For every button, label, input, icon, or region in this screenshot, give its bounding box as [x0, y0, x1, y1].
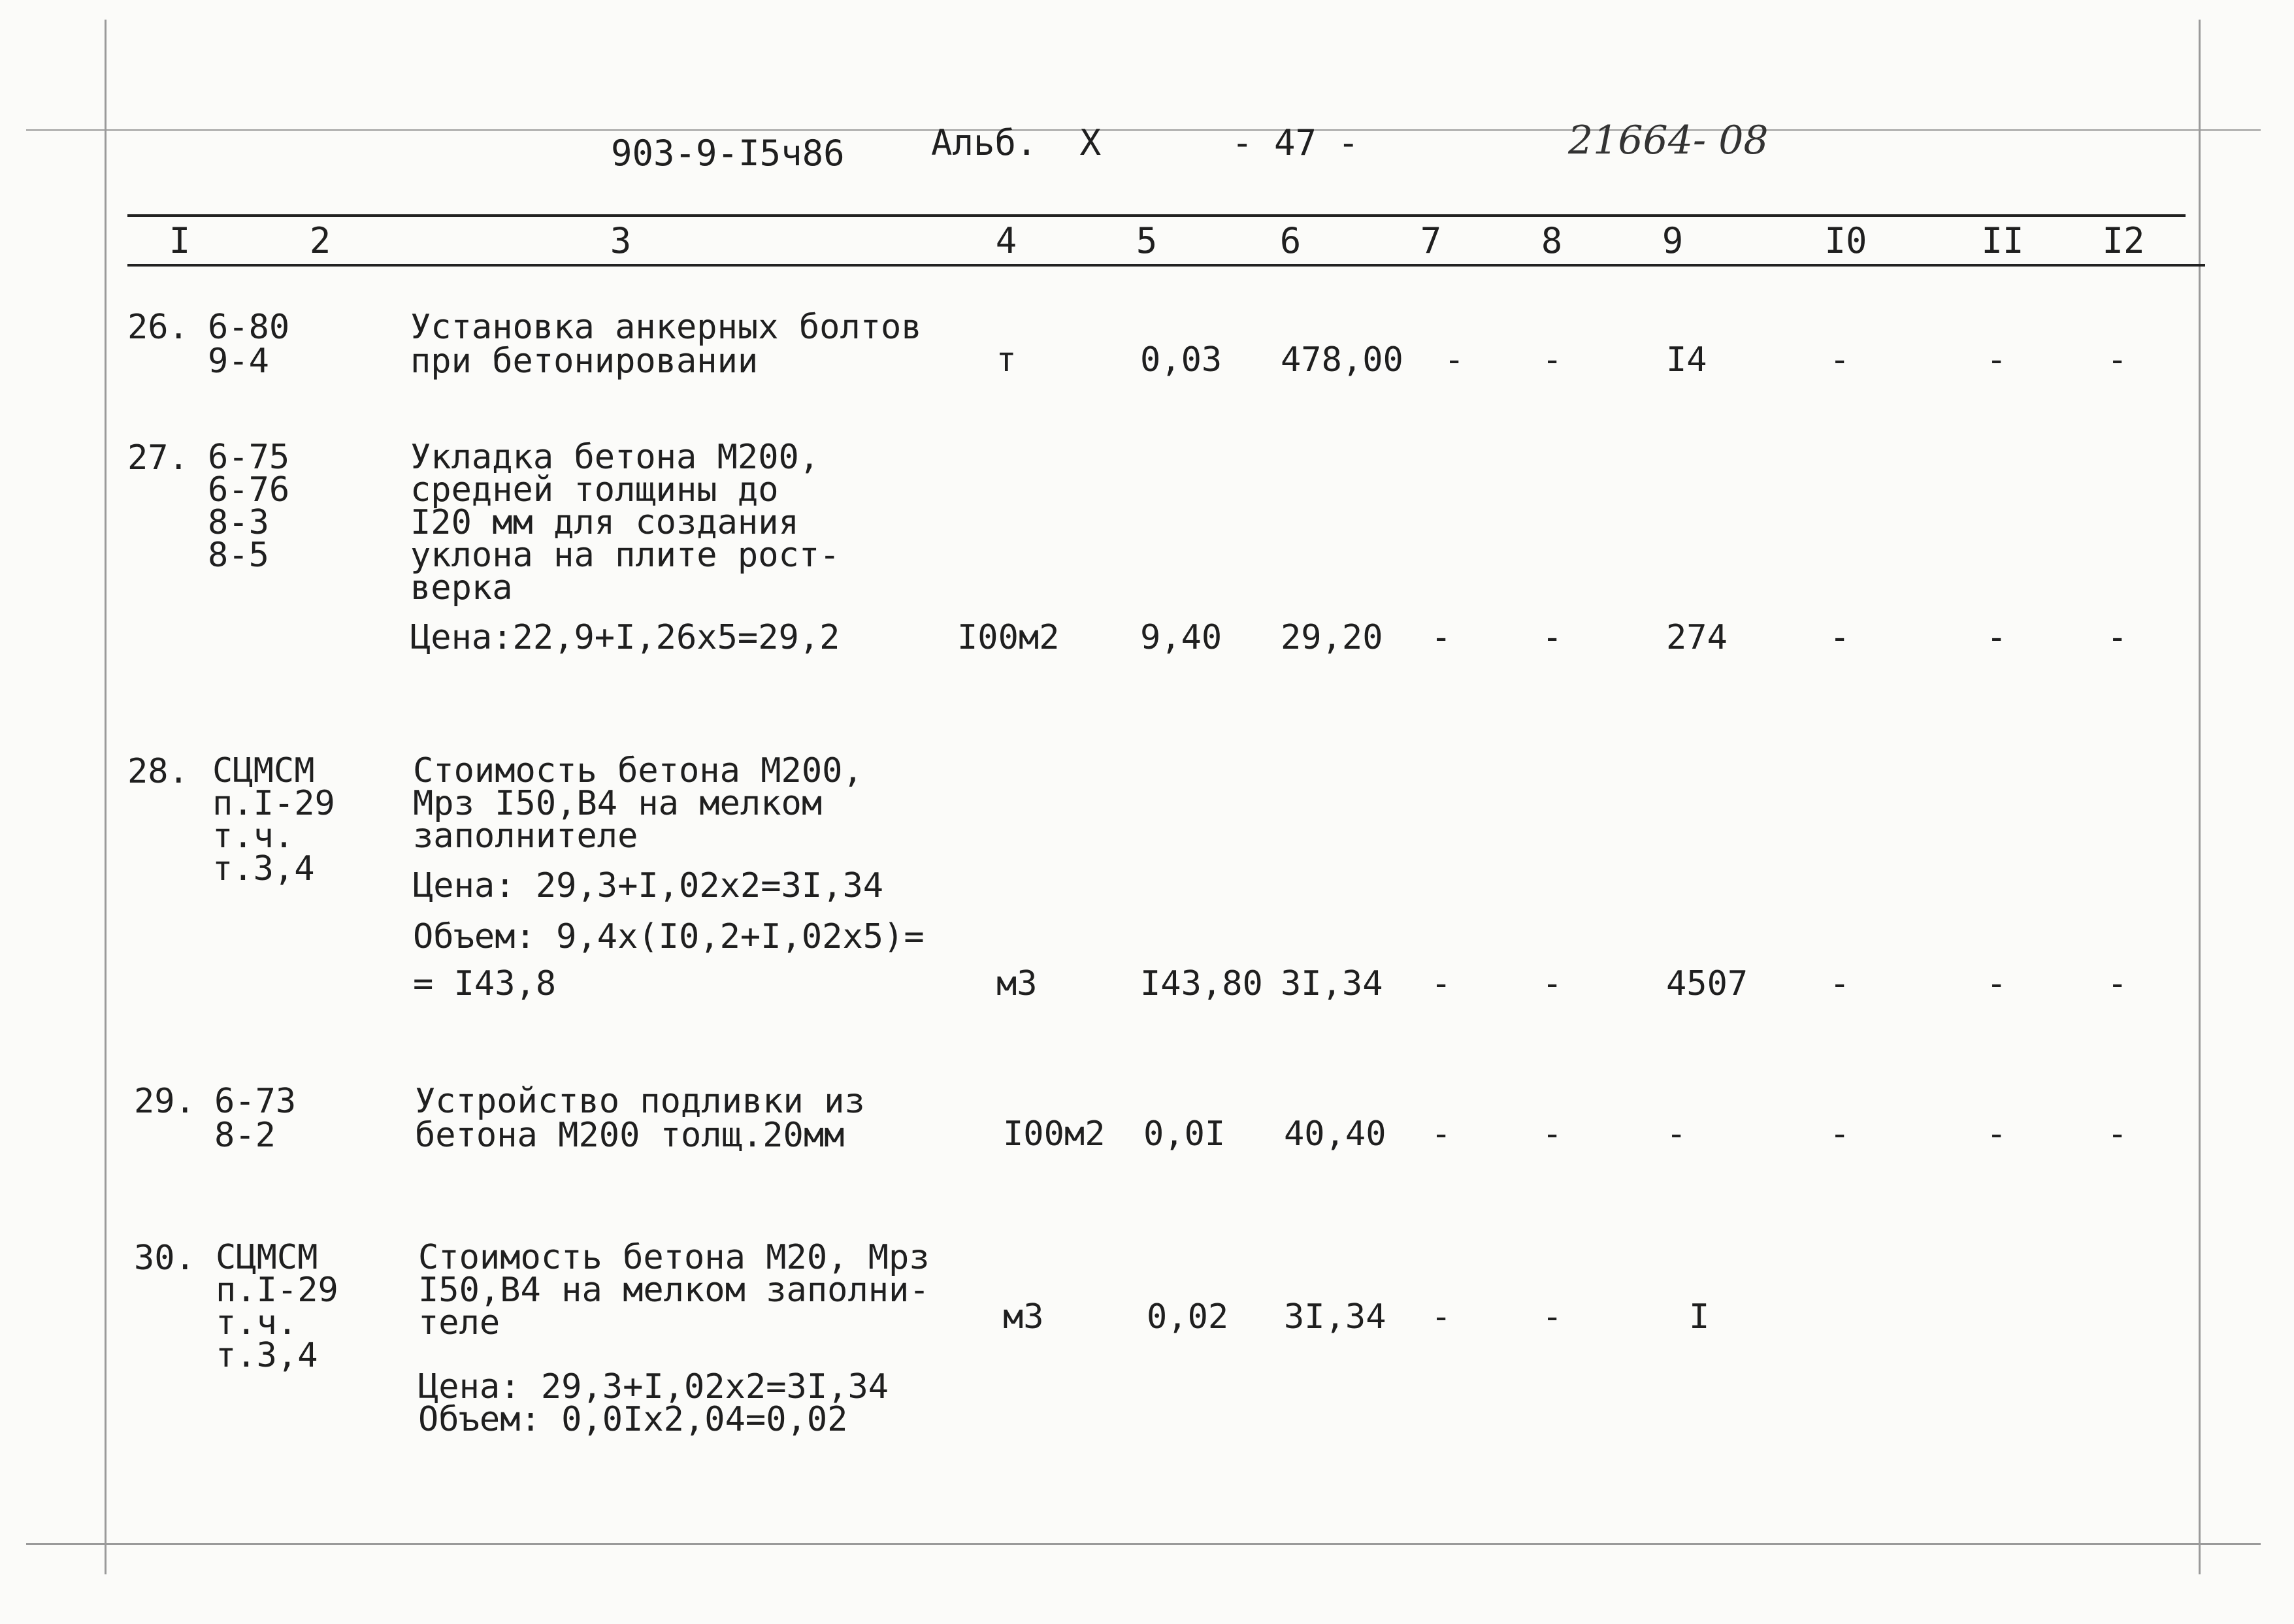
- row-col11: -: [1986, 618, 2007, 657]
- row-code: СЦМСМ п.I-29 т.ч. т.3,4: [212, 751, 335, 888]
- row-price: 478,00: [1281, 340, 1403, 380]
- col-header: I: [169, 220, 191, 261]
- row-col12: -: [2107, 964, 2128, 1003]
- row-note: Цена: 29,3+I,02x2=3I,34: [413, 866, 884, 905]
- row-qty: 9,40: [1140, 618, 1222, 657]
- row-col8: -: [1542, 964, 1563, 1003]
- col-header: 7: [1420, 220, 1442, 261]
- row-unit: т: [996, 340, 1017, 380]
- handwritten-code: 21664- 08: [1568, 118, 1769, 163]
- row-col10: -: [1829, 618, 1850, 657]
- left-margin-line: [105, 20, 107, 1574]
- row-col8: -: [1542, 1114, 1563, 1154]
- col-header: 4: [995, 220, 1017, 261]
- row-price: 40,40: [1284, 1114, 1386, 1154]
- row-description: Стоимость бетона М200, Мрз I50,В4 на мелком заполнителе: [413, 751, 863, 856]
- col-header: 3: [610, 220, 632, 261]
- row-number: 29.: [134, 1082, 195, 1121]
- row-col7: -: [1431, 618, 1452, 657]
- doc-code: 903-9-I5ч86: [611, 133, 845, 174]
- row-col7: -: [1431, 1114, 1452, 1154]
- col-header: II: [1981, 220, 2024, 261]
- row-description: Установка анкерных болтов при бетонировании: [410, 308, 922, 381]
- row-unit: м3: [1003, 1297, 1044, 1337]
- row-col12: -: [2107, 1114, 2128, 1154]
- row-unit: I00м2: [1003, 1114, 1106, 1154]
- row-unit: м3: [996, 964, 1038, 1003]
- row-number: 28.: [127, 752, 189, 791]
- col-header: 2: [309, 220, 331, 261]
- row-qty: I43,80: [1140, 964, 1263, 1003]
- col-header: 5: [1136, 220, 1158, 261]
- row-description: Устройство подливки из бетона М200 толщ.20мм: [415, 1082, 865, 1155]
- row-number: 30.: [134, 1239, 195, 1278]
- row-col9: I: [1689, 1297, 1710, 1337]
- col-header: 8: [1541, 220, 1563, 261]
- row-col9: -: [1666, 1114, 1687, 1154]
- row-col9: 4507: [1666, 964, 1748, 1003]
- row-col11: -: [1986, 1114, 2007, 1154]
- right-margin-line: [2199, 20, 2201, 1574]
- row-price: 29,20: [1281, 618, 1383, 657]
- col-header: 6: [1279, 220, 1302, 261]
- row-note: = I43,8: [413, 964, 557, 1003]
- top-cut-line: [26, 129, 2261, 131]
- album-label: Альб. X: [931, 122, 1102, 163]
- row-col9: 274: [1666, 618, 1728, 657]
- row-col10: -: [1829, 340, 1850, 380]
- table-header-rule: [127, 264, 2205, 267]
- row-col7: -: [1431, 964, 1452, 1003]
- row-description: Стоимость бетона М20, Мрз I50,В4 на мелком заполни- теле: [418, 1238, 930, 1342]
- col-header: I0: [1824, 220, 1867, 261]
- row-col8: -: [1542, 340, 1563, 380]
- table-top-rule: [127, 214, 2186, 217]
- row-unit: I00м2: [957, 618, 1060, 657]
- row-code: 6-75 6-76 8-3 8-5: [208, 438, 290, 575]
- row-qty: 0,03: [1140, 340, 1222, 380]
- row-qty: 0,0I: [1143, 1114, 1226, 1154]
- row-note: Объем: 9,4x(I0,2+I,02x5)=: [413, 917, 925, 956]
- row-description: Укладка бетона М200, средней толщины до I20 мм для создания уклона на плите рост- верка: [410, 438, 840, 608]
- bottom-cut-line: [26, 1543, 2261, 1545]
- row-price: 3I,34: [1281, 964, 1383, 1003]
- row-col11: -: [1986, 964, 2007, 1003]
- row-code: СЦМСМ п.I-29 т.ч. т.3,4: [216, 1238, 338, 1375]
- row-col12: -: [2107, 618, 2128, 657]
- row-col9: I4: [1666, 340, 1707, 380]
- row-code: 6-73 8-2: [214, 1082, 297, 1155]
- page-number: - 47 -: [1232, 122, 1360, 163]
- row-col7: -: [1431, 1297, 1452, 1337]
- col-header: I2: [2102, 220, 2145, 261]
- row-price: 3I,34: [1284, 1297, 1386, 1337]
- row-col12: -: [2107, 340, 2128, 380]
- row-code: 6-80 9-4: [208, 308, 290, 381]
- row-qty: 0,02: [1147, 1297, 1229, 1337]
- row-note: Цена: 29,3+I,02x2=3I,34 Объем: 0,0Ix2,04=0,02: [418, 1367, 889, 1439]
- row-note: Цена:22,9+I,26x5=29,2: [410, 618, 840, 657]
- row-col7: -: [1444, 340, 1465, 380]
- row-col8: -: [1542, 1297, 1563, 1337]
- row-col11: -: [1986, 340, 2007, 380]
- row-number: 26.: [127, 308, 189, 347]
- row-col8: -: [1542, 618, 1563, 657]
- row-col10: -: [1829, 1114, 1850, 1154]
- col-header: 9: [1662, 220, 1684, 261]
- row-col10: -: [1829, 964, 1850, 1003]
- row-number: 27.: [127, 438, 189, 478]
